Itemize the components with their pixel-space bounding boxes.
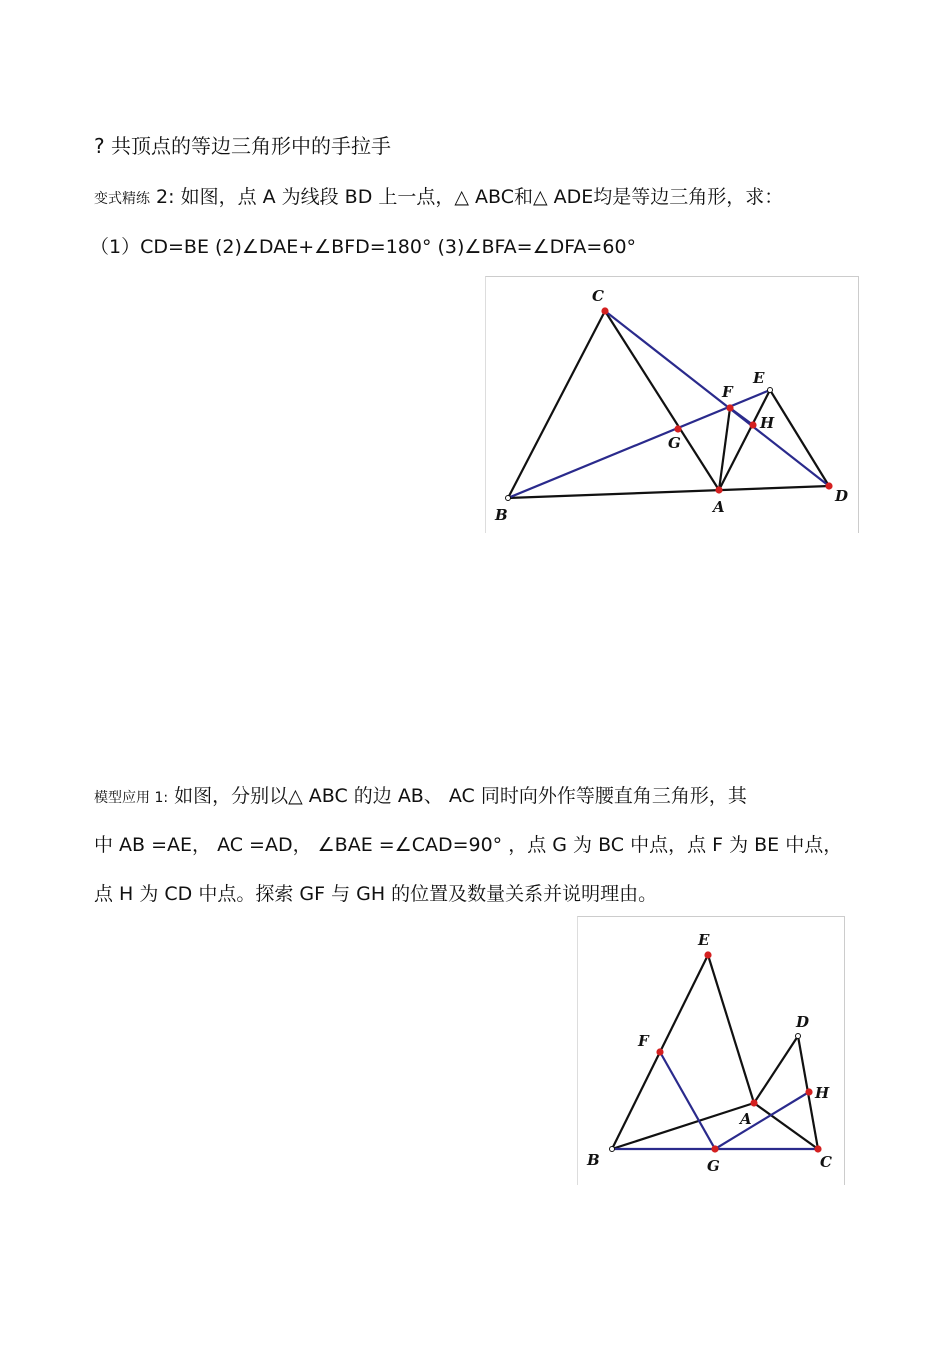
segment-CD [605,311,829,486]
point-D [825,482,832,489]
figure-1 [485,276,859,533]
label-D: D [796,1013,810,1031]
segment-BA [612,1103,754,1149]
label-C: C [592,287,604,305]
segment-BC [508,311,605,498]
exercise-2-line-1 [94,781,747,808]
point-E [704,951,711,958]
label-E: E [753,369,765,387]
point-F [726,404,733,411]
label-A: A [740,1110,752,1128]
label-B: B [587,1151,600,1169]
exercise-1-tag: 变式精练 [94,191,150,207]
segment-FG [660,1052,715,1149]
point-A [750,1099,757,1106]
point-G [711,1145,718,1152]
exercise-2-text-1: 如图，分别以△ ABC 的边 AB、 AC 同时向外作等腰直角三角形，其 [168,785,747,807]
segment-EA [708,955,754,1103]
exercise-1-questions: （1）CD=BE (2)∠DAE+∠BFD=180° (3)∠BFA=∠DFA=60° [90,236,637,258]
label-H: H [815,1084,830,1102]
point-A [715,486,722,493]
point-C [814,1145,821,1152]
segment-AC [754,1103,818,1149]
segment-ED [770,390,829,486]
exercise-1-statement [94,182,783,209]
point-D [796,1034,801,1039]
point-E [768,388,773,393]
segment-CA [605,311,719,490]
point-H [749,421,756,428]
section-title: ? 共顶点的等边三角形中的手拉手 [94,134,391,158]
exercise-2-tag: 模型应用 [94,790,150,806]
point-B [610,1147,615,1152]
label-G: G [707,1157,720,1175]
segment-FH [730,408,753,425]
point-H [805,1088,812,1095]
label-D: D [835,487,849,505]
exercise-2-line-2: 中 AB =AE， AC =AD， ∠BAE =∠CAD=90° ，点 G 为 BC 中点，点 F 为 BE 中点， [94,834,843,856]
figure-1-diagram [486,277,858,533]
label-G: G [668,434,681,452]
point-F [656,1048,663,1055]
exercise-2-num: 1: [150,790,169,806]
point-G [674,425,681,432]
label-C: C [820,1153,832,1171]
segment-AD [754,1036,798,1103]
figure-2-diagram [578,917,844,1185]
exercise-2-line-3: 点 H 为 CD 中点。探索 GF 与 GH 的位置及数量关系并说明理由。 [94,883,658,905]
figure-2 [577,916,845,1185]
segment-BD [508,486,829,498]
label-E: E [698,931,710,949]
point-B [506,496,511,501]
label-F: F [722,383,733,401]
label-B: B [495,506,508,524]
point-C [601,307,608,314]
segment-GH [715,1092,809,1149]
exercise-1-text: 2: 如图，点 A 为线段 BD 上一点，△ ABC和△ ADE均是等边三角形，求： [150,186,784,208]
label-H: H [760,414,775,432]
label-A: A [713,498,725,516]
label-F: F [638,1032,649,1050]
